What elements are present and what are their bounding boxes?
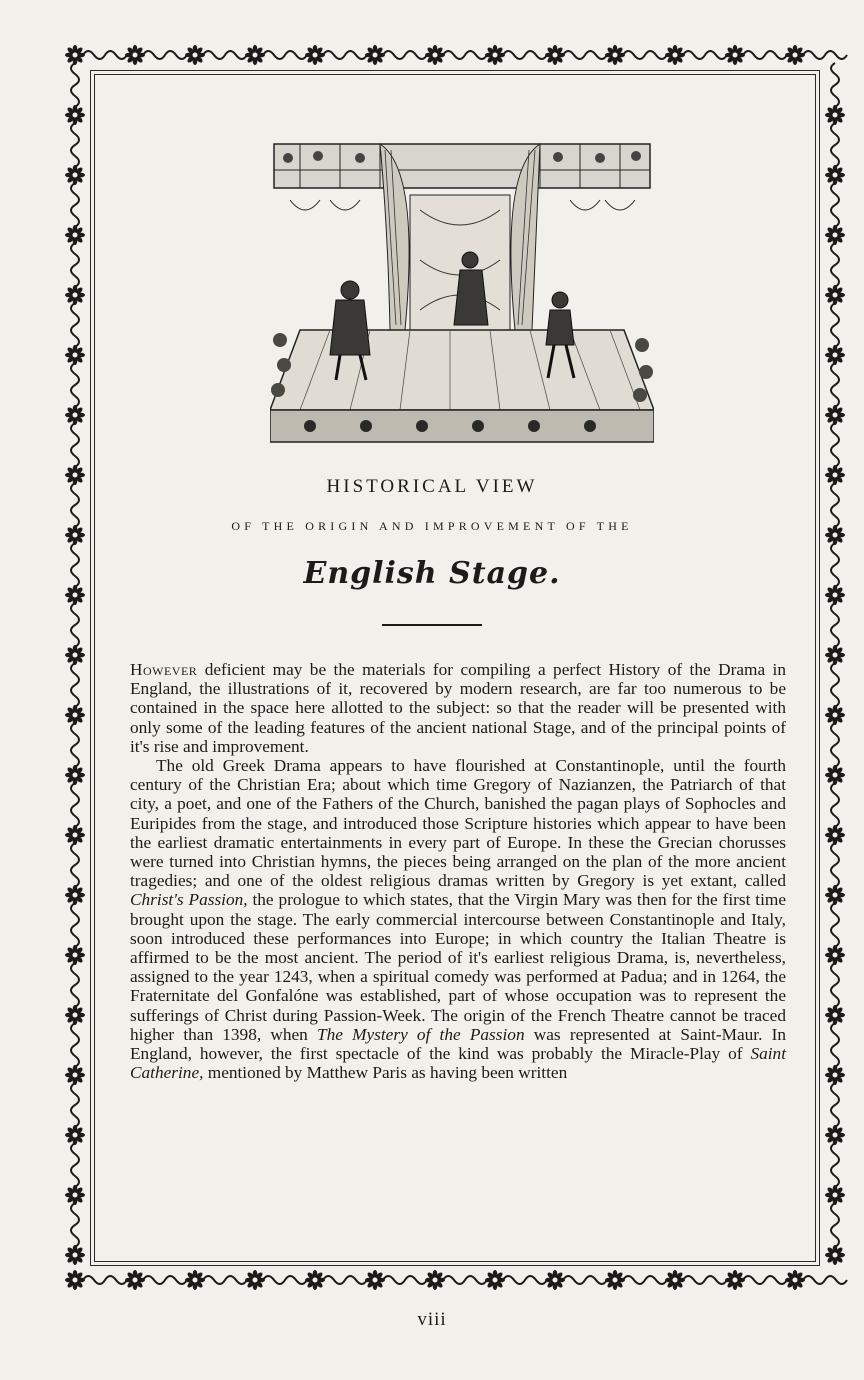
body-text <box>130 660 786 1082</box>
paragraph-2 <box>130 756 786 1082</box>
heading-subtitle: OF THE ORIGIN AND IMPROVEMENT OF THE <box>231 519 633 533</box>
paragraph-2-text-c: was represented at Saint-Maur. In England, however, the first spectacle of the kind was probably the Miracle-Play of <box>130 1024 786 1064</box>
page-number: viii <box>417 1309 447 1330</box>
drop-lead-word: However <box>130 660 198 679</box>
heading-historical-view: HISTORICAL VIEW <box>326 476 538 497</box>
heading-english-stage: English Stage. <box>303 556 561 591</box>
theatre-stage-engraving-icon <box>270 140 654 446</box>
paragraph-1 <box>130 660 786 756</box>
paragraph-2-text-b: the prologue to which states, that the Virgin Mary was then for the first time brought upon the stage. The early commercial intercourse between Constantinople and Italy, soon introduced these performances into Europe; in which country the Italian Theatre is affirmed to be the most ancient. The period of it's earliest religious Drama, is, nevertheless, assigned to the year 1243, when a spiritual comedy was performed at Padua; and in 1264, the Fraternitate del Gonfalóne was established, part of whose occupation was to represent the sufferings of Christ during Passion-Week. The origin of the French Theatre cannot be traced higher than 1398, when <box>130 890 787 1044</box>
title-mystery-of-passion: The Mystery of the Passion <box>316 1024 525 1044</box>
title-rule <box>382 624 482 626</box>
title-saint-catherine: Saint Catherine, <box>130 1044 786 1083</box>
paragraph-1-text: deficient may be the materials for compiling a perfect History of the Drama in England, the illustrations of it, recovered by modern research, are far too numerous to be contained in the space here allotted to the subject: so that the reader will be presented with only some of the leading features of the ancient national Stage, and of the principal points of it's rise and improvement. <box>130 660 786 756</box>
paragraph-2-text-d: mentioned by Matthew Paris as having been written <box>203 1063 568 1083</box>
paragraph-2-text-a: The old Greek Drama appears to have flourished at Constantinople, until the fourth century of the Christian Era; about which time Gregory of Nazianzen, the Patriarch of that city, a poet, and one of the Fathers of the Church, banished the pagan plays of Sophocles and Euripides from the stage, and introduced those Scripture histories which appear to have been the earliest dramatic entertainments in every part of Europe. In these the Grecian chorusses were turned into Christian hymns, the pieces being arranged on the plan of the more ancient tragedies; and one of the oldest religious dramas written by Gregory is yet extant, called <box>130 756 786 891</box>
title-christs-passion: Christ's Passion, <box>130 890 248 910</box>
